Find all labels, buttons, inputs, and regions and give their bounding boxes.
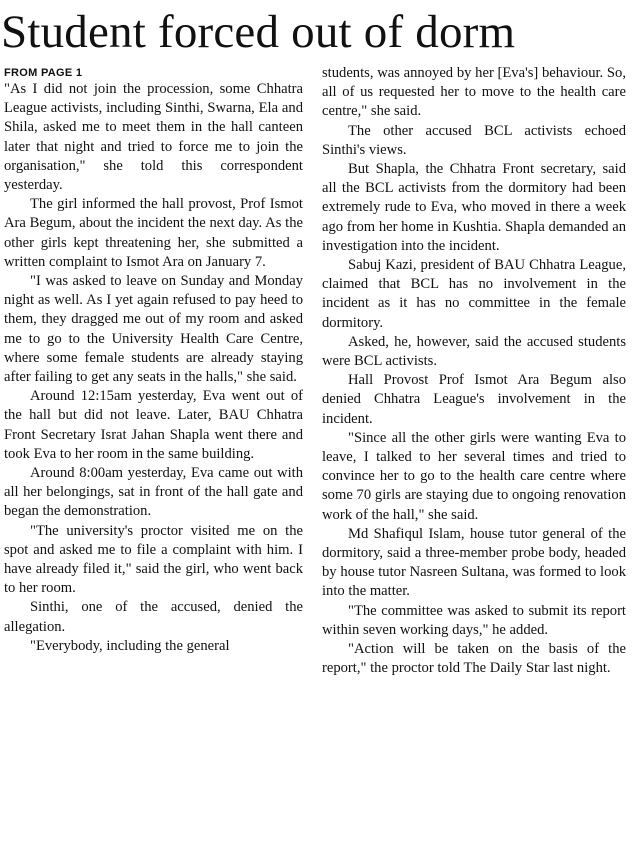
left-column xyxy=(4,65,303,656)
paragraph: The girl informed the hall provost, Prof Ismot Ara Begum, about the incident the next day. As the other girls kept threatening her, she submitted a written complaint to Ismot Ara on January 7. xyxy=(4,196,303,270)
paragraph: "The university's proctor visited me on the spot and asked me to file a complaint with him. I have already filed it," said the girl, who went back to her room. xyxy=(4,522,303,597)
paragraph: Hall Provost Prof Ismot Ara Begum also denied Chhatra League's involvement in the incident. xyxy=(322,372,626,427)
paragraph: "I was asked to leave on Sunday and Monday night as well. As I yet again refused to pay heed to them, they dragged me out of my room and asked me to go to the University Health Care Centre, where some female students are already staying after failing to get any seats in the halls," she said. xyxy=(4,273,303,386)
paragraph: But Shapla, the Chhatra Front secretary, said all the BCL activists from the dormitory had been extremely rude to Eva, who moved in there a week ago from her home in Kushtia. Shapla demanded an investigation into the incident. xyxy=(322,161,626,254)
paragraph: "The committee was asked to submit its report within seven working days," he added. xyxy=(322,602,626,638)
paragraph: Around 12:15am yesterday, Eva went out of the hall but did not leave. Later, BAU Chhatra Front Secretary Israt Jahan Shapla went there and took Eva to her room in the same building. xyxy=(4,388,303,462)
paragraph: Md Shafiqul Islam, house tutor general of the dormitory, said a three-member probe body, headed by house tutor Nasreen Sultana, was formed to look into the matter. xyxy=(322,525,626,600)
paragraph: students, was annoyed by her [Eva's] behaviour. So, all of us requested her to move to the health care centre," she said. xyxy=(322,65,626,120)
right-column xyxy=(322,64,626,679)
paragraph: Asked, he, however, said the accused students were BCL activists. xyxy=(322,333,626,370)
continued-from-label: FROM PAGE 1 xyxy=(4,67,83,79)
paragraph: Sinthi, one of the accused, denied the allegation. xyxy=(4,599,303,635)
paragraph: Around 8:00am yesterday, Eva came out with all her belongings, sat in front of the hall gate and began the demonstration. xyxy=(4,465,303,520)
paragraph: "As I did not join the procession, some Chhatra League activists, including Sinthi, Swarna, Ela and Shila, asked me to meet them in the hall canteen later that night and tried to force me to join the organisation," she told this correspondent yesterday. xyxy=(4,81,303,194)
paragraph: "Everybody, including the general xyxy=(30,637,230,654)
paragraph: The other accused BCL activists echoed Sinthi's views. xyxy=(322,122,626,158)
paragraph: Sabuj Kazi, president of BAU Chhatra League, claimed that BCL has no involvement in the incident as it has no committee in the female dormitory. xyxy=(322,257,626,331)
paragraph: "Action will be taken on the basis of the report," the proctor told The Daily Star last night. xyxy=(322,641,626,677)
paragraph: "Since all the other girls were wanting Eva to leave, I talked to her several times and tried to convince her to go to the health care centre where some 70 girls are staying due to ongoing renovation work of the hall," she said. xyxy=(322,429,626,523)
headline: Student forced out of dorm xyxy=(1,6,516,58)
